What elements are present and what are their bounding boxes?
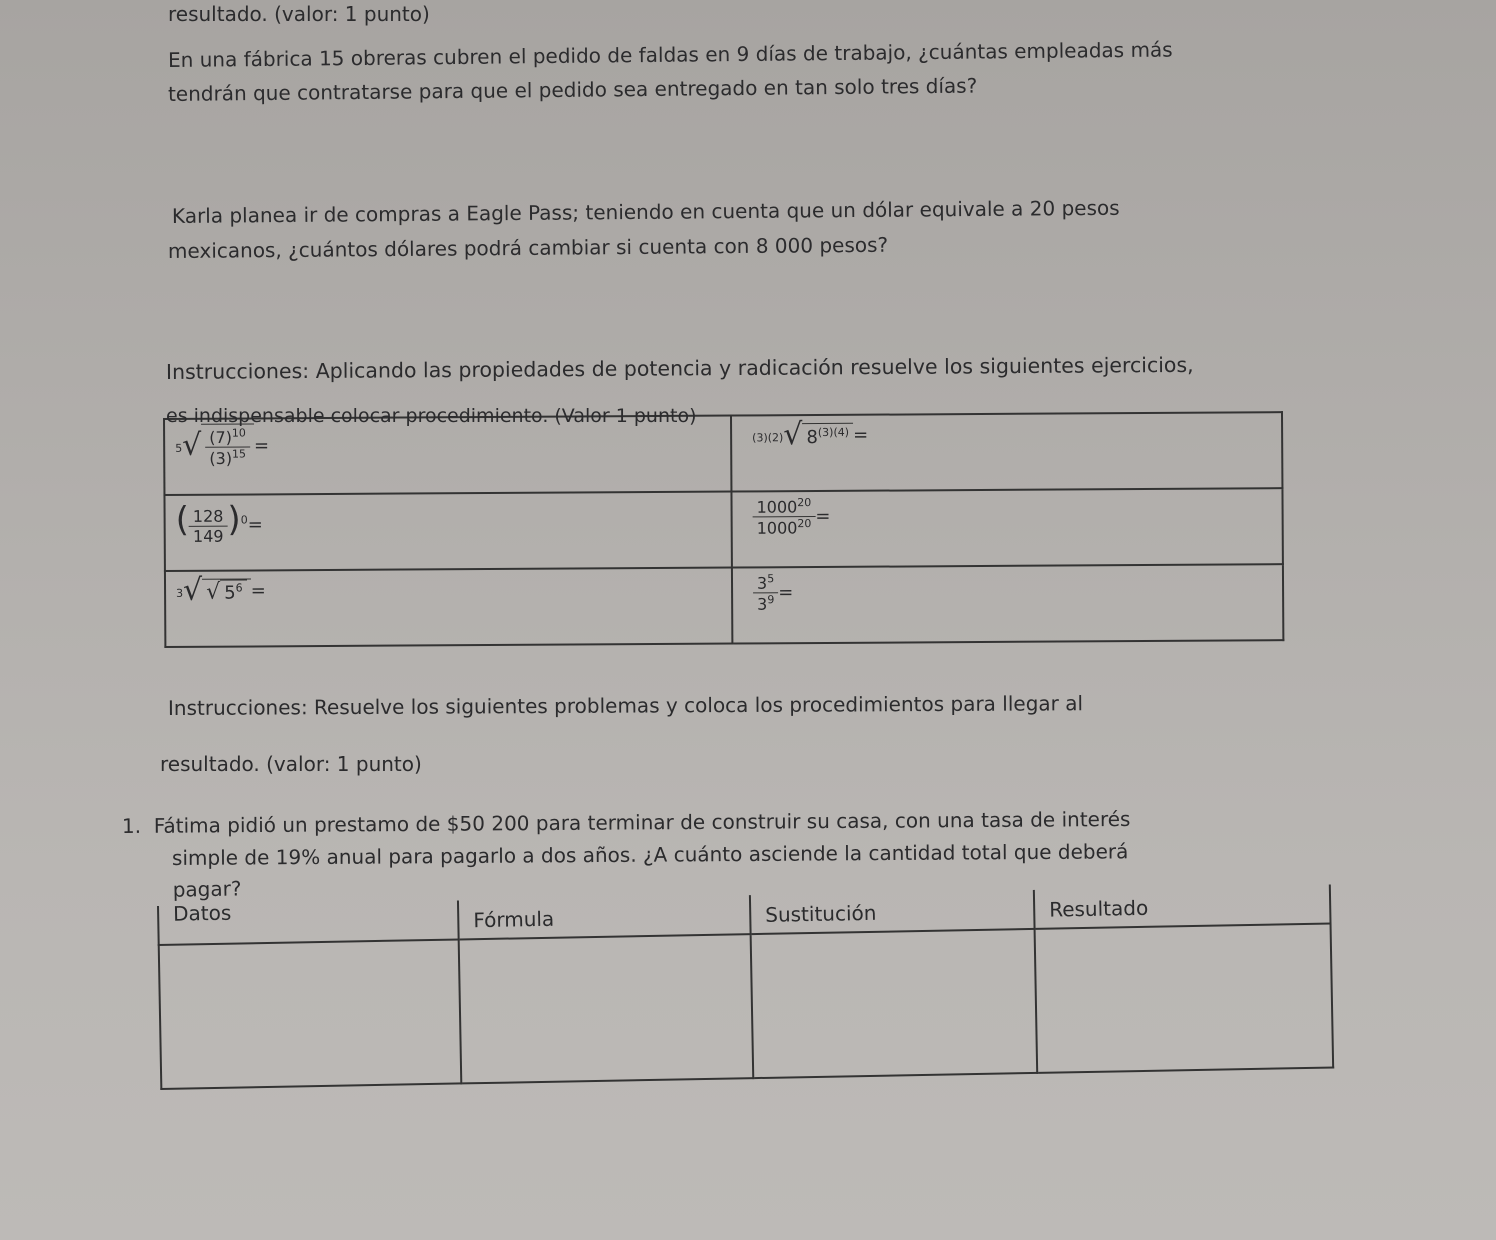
problem-dollar-line2: mexicanos, ¿cuántos dólares podrá cambiar si cuenta con 8 000 pesos? xyxy=(167,232,889,263)
answer-cell-datos[interactable] xyxy=(159,939,462,1088)
exercise-cell-3 xyxy=(164,492,731,571)
answer-cell-sustitucion[interactable] xyxy=(751,929,1038,1078)
problem-dollar-line1: Karla planea ir de compras a Eagle Pass; teniendo en cuenta que un dólar equivale a 20 pesos xyxy=(171,195,1120,228)
exercise-cell-1 xyxy=(164,416,731,495)
instructions-problems-line1: Instrucciones: Resuelve los siguientes problemas y coloca los procedimientos para llegar al xyxy=(167,691,1084,720)
answer-header-formula: Fórmula xyxy=(458,896,751,939)
exercise-2: (3)(2) √ $8^{(3)(4)}$ = xyxy=(752,417,869,453)
instructions-problems-line2: resultado. (valor: 1 punto) xyxy=(160,752,422,776)
problem-1-line2: simple de 19% anual para pagarlo a dos años. ¿A cuánto asciende la cantidad total que deberá xyxy=(171,839,1129,870)
problem-factory-line1: En una fábrica 15 obreras cubren el pedido de faldas en 9 días de trabajo, ¿cuántas empleadas más xyxy=(167,37,1173,72)
exercise-3: ( $\frac{128}{149}$ )$^0$= xyxy=(175,499,263,546)
answer-header-datos: pagar? Datos xyxy=(158,901,459,944)
instructions-powers-line2: es indispensable colocar procedimiento. (Valor 1 punto) xyxy=(166,405,697,427)
exercise-6: $\frac{3^5}{3^9}$ = xyxy=(753,582,793,603)
exercise-5: 3 √ √ $5^6$ = xyxy=(176,572,266,608)
header-text: resultado. (valor: 1 punto) xyxy=(168,2,430,26)
answer-header-resultado: Resultado xyxy=(1034,886,1331,929)
instructions-powers-line1: Instrucciones: Aplicando las propiedades de potencia y radicación resuelve los siguientes ejercicios, xyxy=(165,352,1194,384)
answer-cell-resultado[interactable] xyxy=(1035,923,1334,1072)
answer-table xyxy=(157,876,1334,1089)
exercise-cell-5 xyxy=(165,568,732,647)
problem-1-line1: 1. Fátima pidió un prestamo de $50 200 para terminar de construir su casa, con una tasa de interés xyxy=(121,806,1131,838)
answer-header-sustitucion: Sustitución xyxy=(750,891,1035,934)
answer-cell-formula[interactable] xyxy=(459,934,754,1083)
exercise-4: $\frac{1000^{20}}{1000^{20}}$ = xyxy=(753,506,831,527)
problem-factory-line2: tendrán que contratarse para que el pedido sea entregado en tan solo tres días? xyxy=(167,73,978,106)
exercise-cell-6 xyxy=(732,564,1283,643)
problem-1-number: 1. xyxy=(121,813,142,838)
problem-1-line3: pagar? xyxy=(172,876,242,902)
exercise-table xyxy=(163,411,1284,648)
exercise-cell-4 xyxy=(731,488,1282,567)
exercise-1: 5 √ $\frac{(7)^{10}}{(3)^{15}}$ = xyxy=(175,423,269,468)
exercise-cell-2 xyxy=(731,412,1282,491)
